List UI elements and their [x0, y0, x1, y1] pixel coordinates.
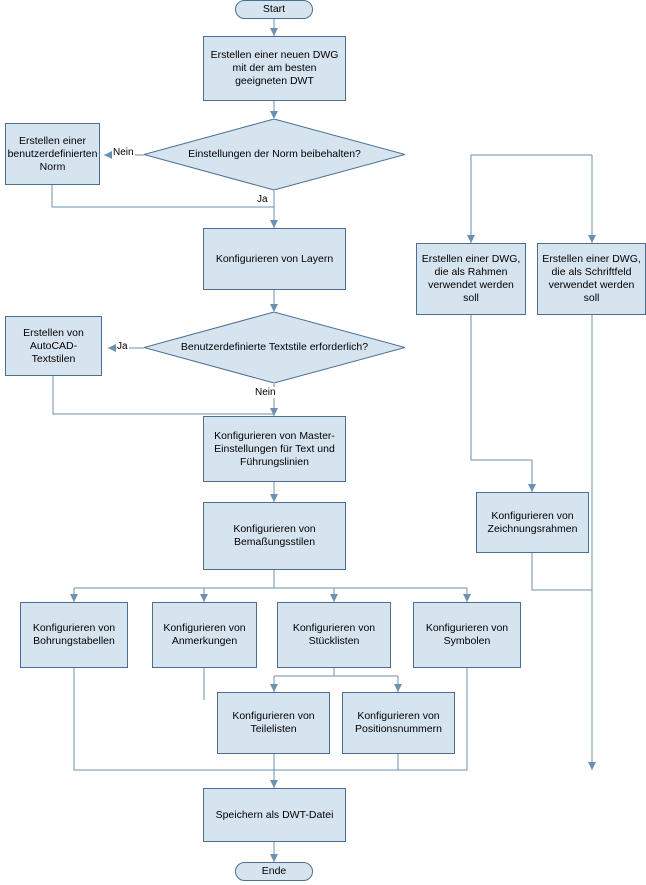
- node-config-master-text-label: Konfigurieren von Master-Einstellungen für Text und Führungslinien: [214, 429, 335, 468]
- node-keep-standard-label: Einstellungen der Norm beibehalten?: [188, 148, 361, 160]
- node-config-balloons: [342, 692, 455, 754]
- node-config-dimstyles-label: Konfigurieren von Bemaßungsstilen: [233, 523, 316, 548]
- node-config-symbols: [413, 602, 521, 668]
- node-custom-standard: [5, 123, 100, 185]
- node-create-textstyles: [5, 316, 102, 376]
- node-create-dwg: [203, 36, 346, 101]
- edge-label-standard-no: Nein: [113, 147, 134, 158]
- node-create-dwg-label: Erstellen einer neuen DWG mit der am besten geeigneten DWT: [210, 49, 339, 87]
- node-create-textstyles-label: Erstellen von AutoCAD-Textstilen: [23, 326, 84, 365]
- node-config-symbols-label: Konfigurieren von Symbolen: [425, 622, 509, 647]
- node-config-master-text: [203, 416, 346, 482]
- node-create-border-dwg: [416, 243, 526, 315]
- node-custom-textstyles-label: Benutzerdefinierte Textstile erforderlich?: [180, 341, 369, 353]
- node-config-holecharts: [20, 602, 128, 668]
- node-config-notes: [152, 602, 257, 668]
- node-create-titleblock-dwg: [537, 243, 646, 315]
- node-config-notes-label: Konfigurieren von Anmerkungen: [163, 622, 246, 647]
- node-config-partlists2-label: Konfigurieren von Teilelisten: [232, 710, 315, 735]
- node-config-layers-label: Konfigurieren von Layern: [215, 252, 334, 265]
- node-config-partslists-label: Konfigurieren von Stücklisten: [292, 622, 376, 647]
- node-save-dwt: [203, 788, 346, 842]
- node-create-titleblock-dwg-label: Erstellen einer DWG, die als Schriftfeld verwendet werden soll: [542, 253, 641, 304]
- node-config-drawing-frame: [476, 492, 589, 553]
- node-config-partlists2: [217, 692, 330, 754]
- node-config-balloons-label: Konfigurieren von Positionsnummern: [355, 710, 442, 735]
- node-start-label: Start: [262, 3, 286, 15]
- node-config-drawing-frame-label: Konfigurieren von Zeichnungsrahmen: [487, 509, 578, 535]
- node-config-partslists: [277, 602, 391, 668]
- node-start: [235, 0, 313, 19]
- edge-label-standard-yes: Ja: [257, 194, 268, 205]
- node-keep-standard-decision: [144, 119, 405, 190]
- node-config-layers: [203, 228, 346, 290]
- node-end: [235, 862, 313, 881]
- edge-label-textstyles-yes: Ja: [117, 341, 128, 352]
- node-config-dimstyles: [203, 502, 346, 570]
- edge-label-textstyles-no: Nein: [255, 387, 276, 398]
- node-end-label: Ende: [261, 865, 287, 877]
- node-custom-textstyles-decision: [144, 312, 405, 383]
- node-custom-standard-label: Erstellen einer benutzerdefinierten Norm: [7, 134, 98, 173]
- node-config-holecharts-label: Konfigurieren von Bohrungstabellen: [32, 622, 116, 647]
- node-create-border-dwg-label: Erstellen einer DWG, die als Rahmen verwendet werden soll: [421, 253, 521, 304]
- node-save-dwt-label: Speichern als DWT-Datei: [215, 808, 334, 821]
